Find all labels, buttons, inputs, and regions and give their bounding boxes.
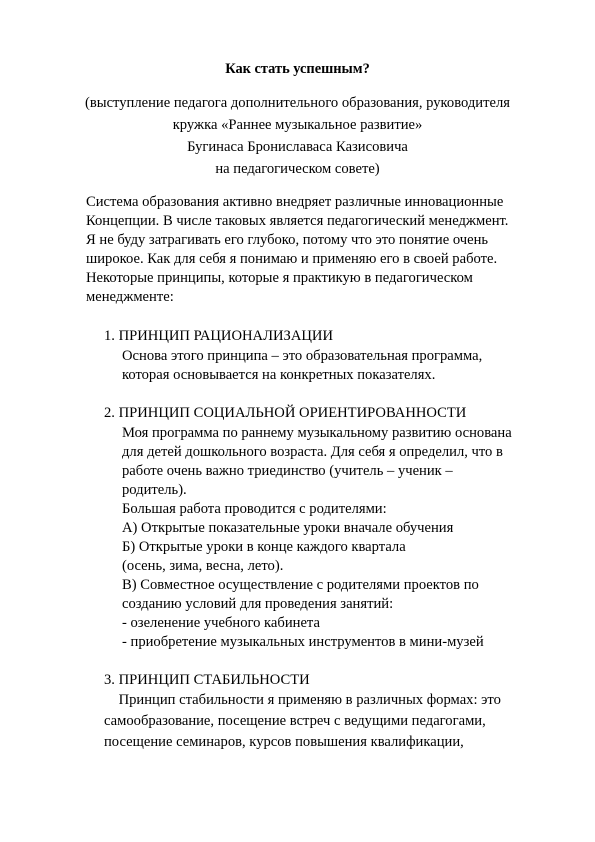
section-2-line-11: - озеленение учебного кабинета bbox=[122, 615, 320, 631]
intro-line-6: менеджменте: bbox=[86, 289, 174, 305]
subtitle-line-2: кружка «Раннее музыкальное развитие» bbox=[172, 117, 423, 133]
intro-line-1: Система образования активно внедряет различные инновационные bbox=[86, 194, 504, 210]
section-2-line-8: (осень, зима, весна, лето). bbox=[122, 558, 284, 574]
intro-line-5: Некоторые принципы, которые я практикую в педагогическом bbox=[86, 270, 473, 286]
section-2-line-10: созданию условий для проведения занятий: bbox=[122, 596, 394, 612]
document-title: Как стать успешным? bbox=[225, 61, 370, 77]
section-2-line-3: работе очень важно триединство (учитель – ученик – bbox=[122, 463, 453, 479]
section-1-heading: 1. ПРИНЦИП РАЦИОНАЛИЗАЦИИ bbox=[104, 328, 333, 344]
section-3-line-2: самообразование, посещение встреч с ведущими педагогами, bbox=[104, 713, 486, 729]
section-2-line-1: Моя программа по раннему музыкальному развитию основана bbox=[122, 425, 512, 441]
section-3-line-1: Принцип стабильности я применяю в различных формах: это bbox=[104, 692, 501, 708]
section-2-line-12: - приобретение музыкальных инструментов в мини-музей bbox=[122, 634, 484, 650]
subtitle-line-1: (выступление педагога дополнительного образования, руководителя bbox=[85, 95, 510, 111]
subtitle-line-4: на педагогическом совете) bbox=[215, 161, 380, 177]
section-2-line-4: родитель). bbox=[122, 482, 187, 498]
section-1-line-1: Основа этого принципа – это образовательная программа, bbox=[122, 348, 483, 364]
section-2-line-5: Большая работа проводится с родителями: bbox=[122, 501, 387, 517]
section-1-line-2: которая основывается на конкретных показателях. bbox=[122, 367, 436, 383]
section-3-heading: 3. ПРИНЦИП СТАБИЛЬНОСТИ bbox=[104, 672, 310, 688]
intro-line-2: Концепции. В числе таковых является педагогический менеджмент. bbox=[86, 213, 509, 229]
subtitle-line-3: Бугинаса Брониславаса Казисовича bbox=[187, 139, 408, 155]
section-2-heading: 2. ПРИНЦИП СОЦИАЛЬНОЙ ОРИЕНТИРОВАННОСТИ bbox=[104, 405, 467, 421]
section-2-line-9: В) Совместное осуществление с родителями проектов по bbox=[122, 577, 479, 593]
section-3-line-3: посещение семинаров, курсов повышения квалификации, bbox=[104, 734, 464, 750]
section-2-line-6: А) Открытые показательные уроки вначале обучения bbox=[122, 520, 454, 536]
section-2-line-7: Б) Открытые уроки в конце каждого квартала bbox=[122, 539, 406, 555]
intro-line-4: широкое. Как для себя я понимаю и применяю его в своей работе. bbox=[86, 251, 498, 267]
section-2-line-2: для детей дошкольного возраста. Для себя я определил, что в bbox=[122, 444, 503, 460]
intro-line-3: Я не буду затрагивать его глубоко, потому что это понятие очень bbox=[86, 232, 489, 248]
